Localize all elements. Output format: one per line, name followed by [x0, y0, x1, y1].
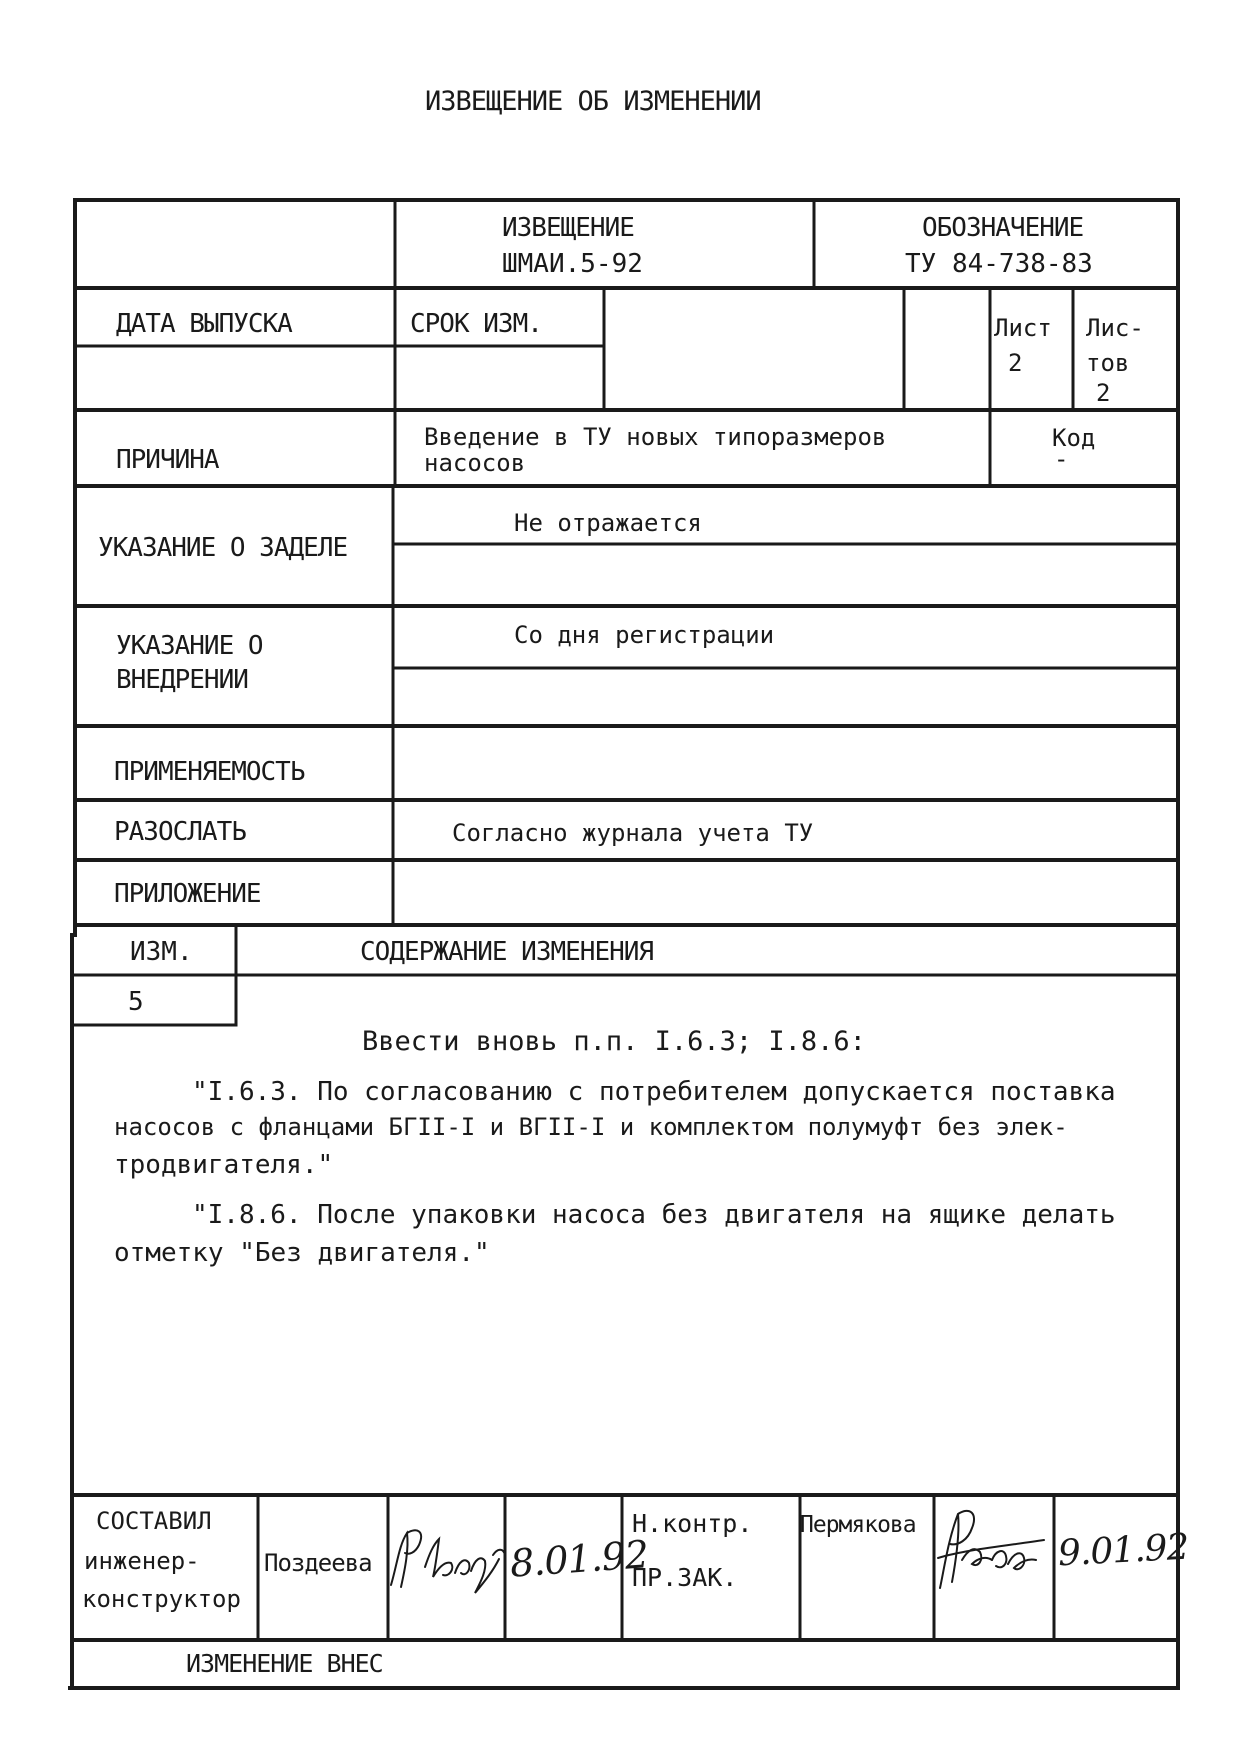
control-name: Пермякова — [800, 1512, 916, 1538]
backlog-label: УКАЗАНИЕ О ЗАДЕЛЕ — [98, 533, 348, 563]
sheets-value: 2 — [1096, 379, 1111, 407]
implementation-value: Со дня регистрации — [514, 621, 775, 649]
distribute-label: РАЗОСЛАТЬ — [114, 817, 246, 847]
change-term-label: СРОК ИЗМ. — [410, 309, 542, 339]
content-line-3: насосов с фланцами БГII-I и ВГII-I и комплектом полумуфт без элек- — [114, 1113, 1068, 1141]
content-line-5: "I.8.6. После упаковки насоса без двигателя на ящике делать — [192, 1200, 1116, 1230]
backlog-value: Не отражается — [514, 509, 702, 537]
compiled-label-1: СОСТАВИЛ — [96, 1507, 212, 1535]
notice-number: ШМАИ.5-92 — [502, 249, 643, 279]
notice-label: ИЗВЕЩЕНИЕ — [502, 213, 634, 243]
reason-line-1: Введение в ТУ новых типоразмеров — [424, 423, 887, 451]
appendix-label: ПРИЛОЖЕНИЕ — [114, 879, 261, 909]
change-no-label: ИЗМ. — [130, 937, 193, 967]
implementation-label-2: ВНЕДРЕНИИ — [116, 665, 248, 695]
entered-label: ИЗМЕНЕНИЕ ВНЕС — [186, 1649, 383, 1678]
change-no-value: 5 — [128, 987, 144, 1017]
distribute-value: Согласно журнала учета ТУ — [452, 819, 814, 847]
compiled-label-2: инженер- — [84, 1547, 200, 1575]
designation-value: ТУ 84-738-83 — [905, 249, 1093, 279]
control-signature — [934, 1500, 1050, 1600]
control-date: 9.01.92 — [1057, 1526, 1190, 1575]
compiled-name: Поздеева — [264, 1549, 372, 1577]
reason-label: ПРИЧИНА — [116, 445, 219, 475]
compiled-label-3: конструктор — [82, 1585, 241, 1613]
implementation-label-1: УКАЗАНИЕ О — [116, 631, 263, 661]
compiled-date: 8.01.92 — [508, 1532, 650, 1586]
content-line-6: отметку "Без двигателя." — [114, 1238, 490, 1268]
sheet-value: 2 — [1008, 349, 1023, 377]
sheets-label-2: тов — [1086, 349, 1130, 377]
control-label-1: Н.контр. — [632, 1509, 753, 1538]
content-label: СОДЕРЖАНИЕ ИЗМЕНЕНИЯ — [360, 937, 654, 967]
sheets-label-1: Лис- — [1086, 314, 1144, 342]
code-label: Код — [1052, 424, 1096, 452]
document-title: ИЗВЕЩЕНИЕ ОБ ИЗМЕНЕНИИ — [425, 86, 761, 117]
designation-label: ОБОЗНАЧЕНИЕ — [922, 213, 1084, 243]
compiled-signature — [385, 1515, 510, 1600]
applicability-label: ПРИМЕНЯЕМОСТЬ — [114, 757, 305, 787]
content-line-2: "I.6.3. По согласованию с потребителем допускается поставка — [192, 1077, 1116, 1107]
issue-date-label: ДАТА ВЫПУСКА — [116, 309, 292, 339]
reason-line-2: насосов — [424, 449, 526, 477]
content-line-1: Ввести вновь п.п. I.6.3; I.8.6: — [362, 1026, 866, 1057]
code-value: - — [1054, 445, 1069, 473]
content-line-4: тродвигателя." — [114, 1150, 334, 1180]
sheet-label: Лист — [994, 314, 1052, 342]
control-label-2: ПР.ЗАК. — [632, 1563, 738, 1592]
